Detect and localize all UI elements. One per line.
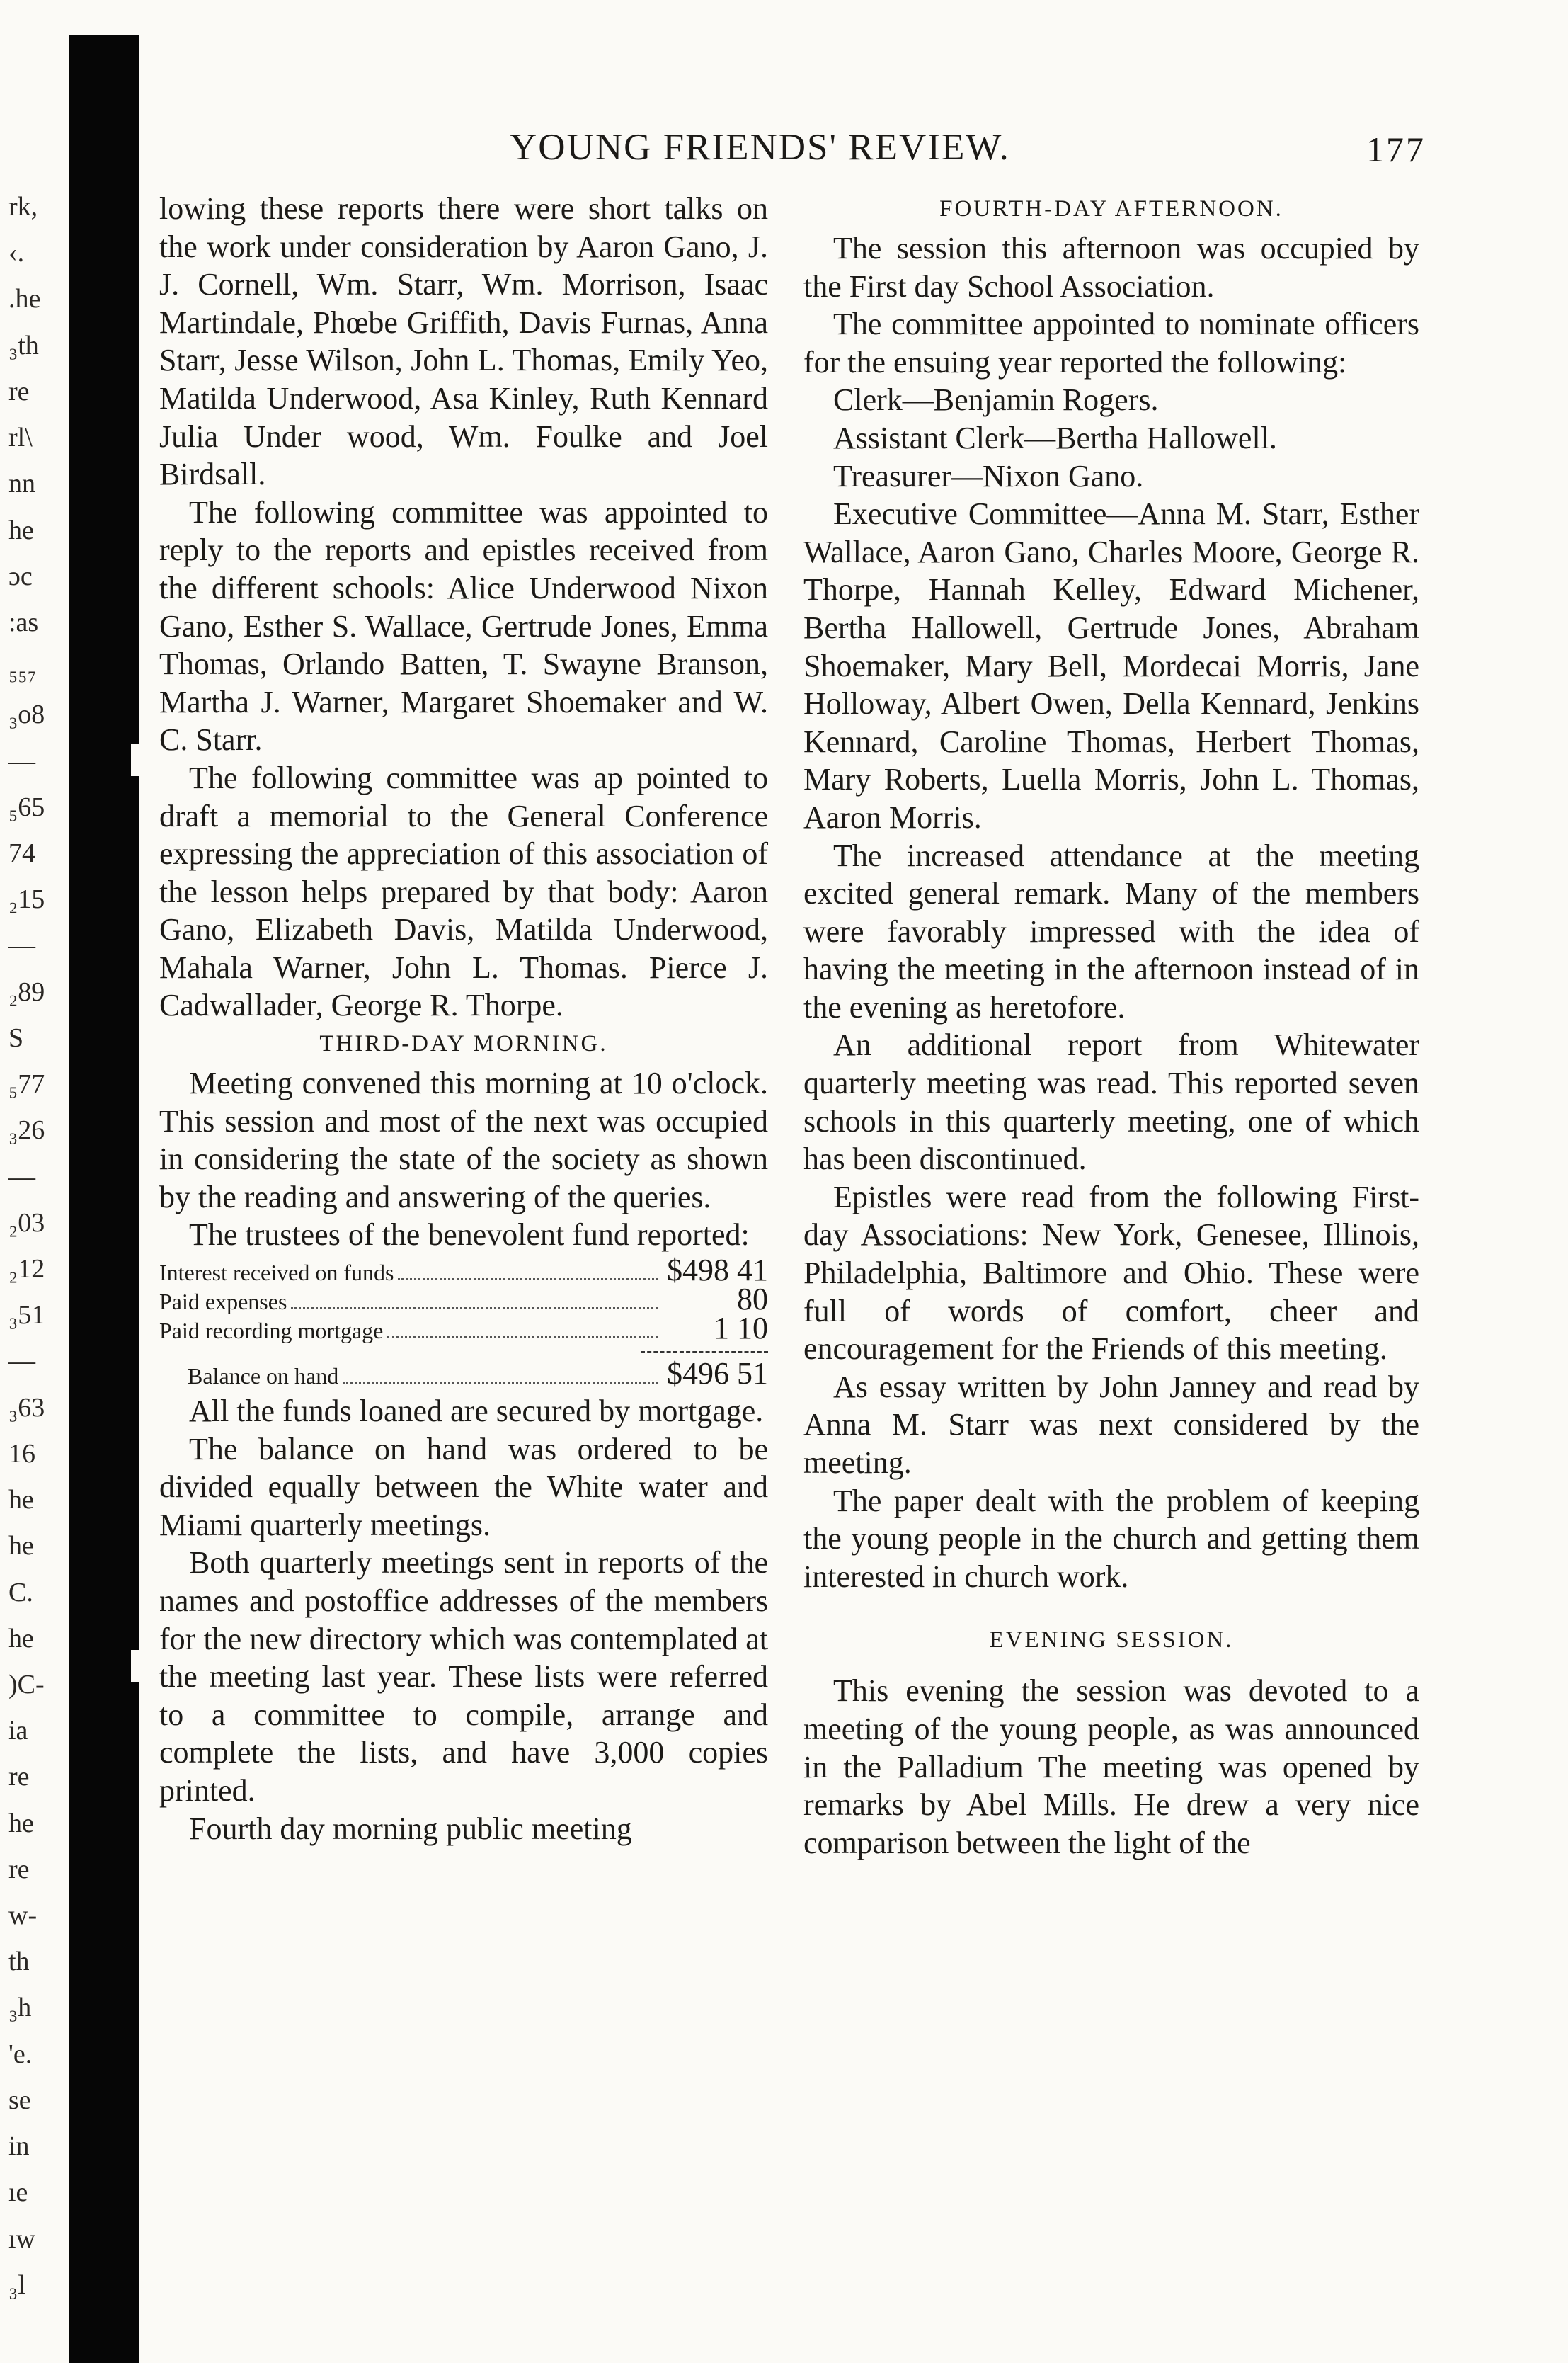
officer-line: Treasurer—Nixon Gano.: [833, 458, 1144, 494]
bleed-fragment: he: [8, 515, 34, 545]
paragraph: The trustees of the benevolent fund reported:: [189, 1217, 750, 1253]
paragraph: Epistles were read from the following First-day Associations: New York, Genesee, Illinois, Philadelphia, Baltimore and Ohio. These were full of words of comfort, cheer and encouragement for the Friends of this meeting.: [803, 1179, 1419, 1367]
bleed-fragment: ıw: [8, 2224, 35, 2254]
bleed-fragment: ₃26: [8, 1115, 45, 1146]
ledger-total-row: [159, 1356, 768, 1391]
paragraph: The following committee was appointed to reply to the reports and epistles received from the different schools: Alice Underwood Nixon Gano, Esther S. Wallace, Gertrude Jones, Emma Thomas, Orlando Batten, T. Swayne Branson, Martha J. Warner, Margaret Shoemaker and W. C. Starr.: [159, 494, 768, 758]
bleed-fragment: he: [8, 1808, 34, 1838]
gutter-notch: [131, 744, 139, 776]
bleed-fragment: ₂15: [8, 884, 45, 915]
bleed-fragment: ₂03: [8, 1207, 45, 1238]
paragraph: All the funds loaned are secured by mortgage.: [189, 1394, 764, 1429]
officer-line: Clerk—Benjamin Rogers.: [833, 382, 1159, 418]
bleed-fragment: ₅77: [8, 1069, 45, 1100]
bleed-fragment: —: [8, 1346, 35, 1377]
page-number: 177: [1366, 130, 1426, 169]
leader-dots: [291, 1307, 658, 1309]
paragraph: lowing these reports there were short talks on the work under consideration by Aaron Gano, J. J. Cornell, Wm. Starr, Wm. Morrison, Isaac Martindale, Phœbe Griffith, Davis Furnas, Anna Starr, Jesse Wilson, John L. Thomas, Emily Yeo, Matilda Underwood, Asa Kinley, Ruth Kennard Julia Under wood, Wm. Foulke and Joel Birdsall.: [159, 191, 768, 492]
officer-line: Assistant Clerk—Bertha Hallowell.: [833, 420, 1277, 455]
paragraph: The increased attendance at the meeting excited general remark. Many of the members were favorably impressed with the idea of having the meeting in the afternoon instead of in the evening as heretofore.: [803, 838, 1419, 1025]
ledger-label: Paid expenses: [159, 1289, 287, 1315]
paragraph: This evening the session was devoted to a meeting of the young people, as was announced in the Palladium The meeting was opened by remarks by Abel Mills. He drew a very nice comparison between the light of the: [803, 1673, 1419, 1860]
ledger-row: [159, 1282, 768, 1317]
bleed-fragment: nn: [8, 469, 35, 499]
paragraph: As essay written by John Janney and read by Anna M. Starr was next considered by the meeting.: [803, 1369, 1419, 1480]
bleed-fragment: —: [8, 1161, 35, 1192]
margin-bleed-text: [0, 0, 67, 2363]
fund-ledger: [159, 1253, 768, 1391]
bleed-fragment: ₅65: [8, 792, 45, 822]
paragraph: Both quarterly meetings sent in reports of the names and postoffice addresses of the members for the new directory which was contemplated at the meeting last year. These lists were referred to a committee to compile, arrange and complete the lists, and have 3,000 copies printed.: [159, 1545, 768, 1808]
bleed-fragment: :as: [8, 607, 39, 637]
bleed-fragment: 16: [8, 1438, 35, 1469]
section-heading: EVENING SESSION.: [989, 1627, 1234, 1653]
running-title: YOUNG FRIENDS' REVIEW.: [510, 127, 1010, 168]
bleed-fragment: )C-: [8, 1669, 45, 1699]
ledger-amount: $498 41: [667, 1253, 768, 1288]
bleed-fragment: ₃51: [8, 1300, 45, 1331]
left-column: [159, 190, 768, 1847]
paragraph: An additional report from Whitewater quarterly meeting was read. This reported seven schools in this quarterly meeting, one of which has been discontinued.: [803, 1027, 1419, 1177]
bleed-fragment: 74: [8, 838, 35, 869]
paragraph: Meeting convened this morning at 10 o'clock. This session and most of the next was occupied in considering the state of the society as shown by the reading and answering of the queries.: [159, 1066, 768, 1214]
bleed-fragment: he: [8, 1531, 34, 1561]
bleed-fragment: th: [8, 1947, 30, 1977]
bleed-fragment: ₃h: [8, 1993, 32, 2023]
paragraph: The paper dealt with the problem of keeping the young people in the church and getting them interested in church work.: [803, 1483, 1419, 1594]
bleed-fragment: ₃o8: [8, 700, 45, 730]
section-heading: THIRD-DAY MORNING.: [319, 1031, 608, 1057]
ledger-total-label: Balance on hand: [188, 1363, 339, 1389]
right-column: [803, 190, 1419, 1862]
paragraph: Fourth day morning public meeting: [189, 1811, 632, 1846]
ledger-amount: 1 10: [714, 1311, 768, 1346]
bleed-fragment: ₂12: [8, 1254, 45, 1284]
bleed-fragment: ₃l: [8, 2270, 25, 2300]
paragraph: The balance on hand was ordered to be divided equally between the White water and Miami quarterly meetings.: [159, 1431, 768, 1542]
bleed-fragment: C.: [8, 1577, 33, 1607]
ledger-row: [159, 1311, 768, 1346]
binding-gutter: [69, 35, 139, 2363]
paragraph: The session this afternoon was occupied by the First day School Association.: [803, 231, 1419, 304]
bleed-fragment: w-: [8, 1901, 38, 1931]
bleed-fragment: ia: [8, 1716, 28, 1746]
paragraph: Executive Committee—Anna M. Starr, Esther Wallace, Aaron Gano, Charles Moore, George R. Thorpe, Hannah Kelley, Edward Michener, Bertha Hallowell, Gertrude Jones, Abraham Shoemaker, Mary Bell, Mordecai Morris, Jane Holloway, Albert Owen, Della Kennard, Jenkins Kennard, Caroline Thomas, Herbert Thomas, Mary Roberts, Luella Morris, John L. Thomas, Aaron Morris.: [803, 496, 1419, 835]
bleed-fragment: ıe: [8, 2177, 28, 2208]
bleed-fragment: he: [8, 1623, 34, 1653]
bleed-fragment: S: [8, 1023, 24, 1053]
leader-dots: [387, 1336, 658, 1338]
bleed-fragment: .he: [8, 284, 41, 314]
sum-rule: [641, 1351, 768, 1353]
bleed-fragment: rl\: [8, 423, 33, 453]
bleed-fragment: 'e.: [8, 2039, 33, 2069]
gutter-notch: [131, 1650, 139, 1682]
section-heading: FOURTH-DAY AFTERNOON.: [939, 196, 1283, 222]
leader-dots: [343, 1382, 658, 1384]
bleed-fragment: ₃th: [8, 330, 39, 360]
ledger-total-amount: $496 51: [667, 1356, 768, 1391]
bleed-fragment: ɔc: [8, 561, 33, 591]
ledger-amount: 80: [737, 1282, 768, 1317]
bleed-fragment: rk,: [8, 192, 38, 222]
bleed-fragment: ₂89: [8, 976, 45, 1007]
bleed-fragment: ₃63: [8, 1392, 45, 1423]
bleed-fragment: se: [8, 2085, 31, 2115]
bleed-fragment: re: [8, 1854, 30, 1884]
ledger-label: Paid recording mortgage: [159, 1318, 384, 1344]
ledger-label: Interest received on funds: [159, 1260, 394, 1286]
paragraph: The committee appointed to nominate officers for the ensuing year reported the following:: [803, 307, 1419, 380]
bleed-fragment: ‹.: [8, 238, 25, 268]
bleed-fragment: he: [8, 1485, 34, 1515]
bleed-fragment: ₅₅₇: [8, 654, 37, 684]
leader-dots: [398, 1278, 658, 1280]
bleed-fragment: —: [8, 746, 35, 776]
bleed-fragment: —: [8, 930, 35, 961]
paragraph: The following committee was ap pointed to draft a memorial to the General Conference expressing the appreciation of this association of the lesson helps prepared by that body: Aaron Gano, Elizabeth Davis, Matilda Underwood, Mahala Warner, John L. Thomas. Pierce J. Cadwallader, George R. Thorpe.: [159, 760, 768, 1023]
ledger-row: [159, 1253, 768, 1288]
bleed-fragment: re: [8, 1762, 30, 1792]
bleed-fragment: in: [8, 2131, 30, 2162]
bleed-fragment: re: [8, 376, 30, 406]
